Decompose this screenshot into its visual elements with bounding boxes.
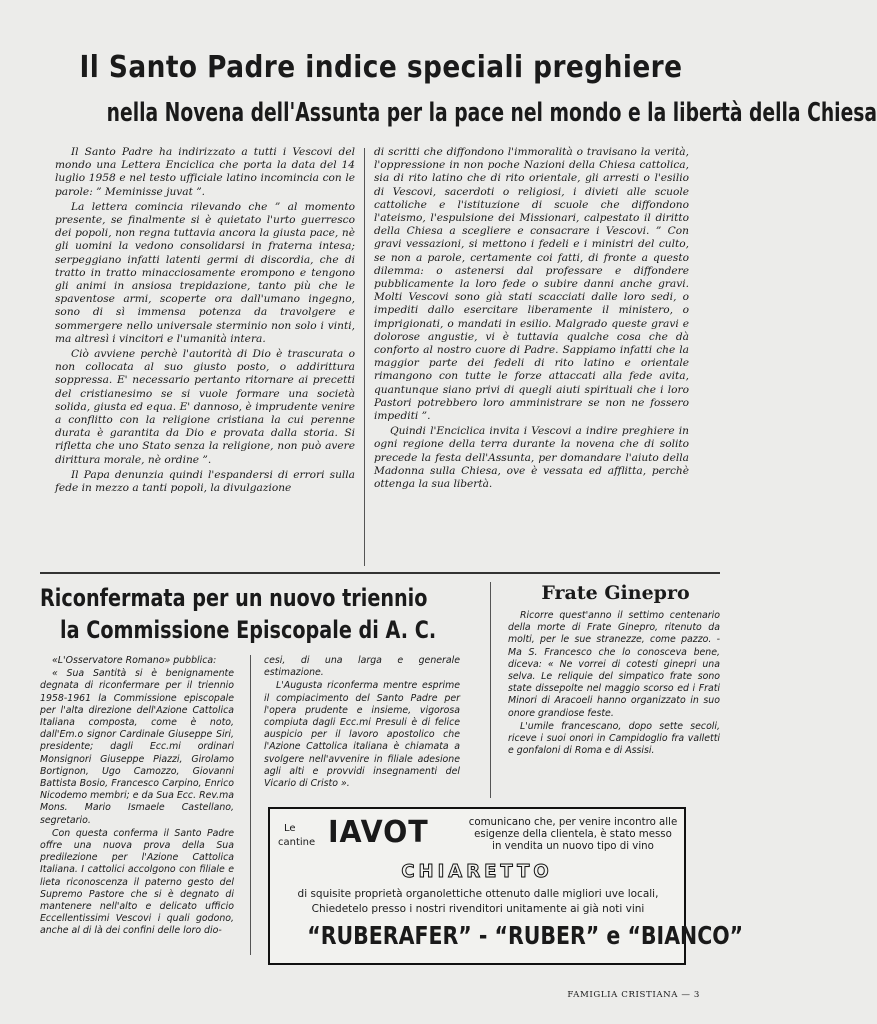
ad-product-name: CHIARETTO	[401, 861, 553, 882]
paragraph: L'Augusta riconferma mentre esprime il compiacimento del Santo Padre per l'opera prudente e insieme, vigorosa compiuta dagli Ecc.mi Presuli è di felice auspicio per il lavoro apostolico che l'Azione Cattolica italiana è chiamata a svolgere nell'avvenire in filiale adesione agli alti e provvidi insegnamenti del Vicario di Cristo ».	[264, 680, 460, 790]
paragraph: di scritti che diffondono l'immoralità o travisano la verità, l'oppressione in non poche Nazioni della Chiesa cattolica, sia di rito latino che di rito orientale, gli arresti o l'esilio di Vescovi, sacerdoti o religiosi, i divieti alle scuole cattoliche e l'istituzione di scuole che diffondono l'ateismo, l'espulsione dei Missionari, calpestato il diritto della Chiesa a scegliere e consacrare i Vescovi. ” Con gravi vessazioni, si mettono i fedeli e i ministri del culto, se non a parole, certamente coi fatti, di fronte a questo dilemma: o astenersi dal professare e diffondere pubblicamente la loro fede o subire danni anche gravi. Molti Vescovi sono già stati scacciati dalle loro sedi, o impediti dallo esercitare liberamente il ministero, o imprigionati, o mandati in esilio. Malgrado queste gravi e dolorose angustie, vi è tuttavia qualche cosa che dà conforto al nostro cuore di Padre. Sappiamo infatti che la maggior parte dei fedeli di rito latino e orientale rimangono con tutte le forze attaccati alla fede avita, quantunque siano privi di quegli aiuti spirituali che i loro Pastori potrebbero loro amministrare se non ne fossero impediti ”.	[374, 146, 689, 423]
article1-left-column	[55, 146, 355, 497]
ad-wine-list: “RUBERAFER” - “RUBER” e “BIANCO”	[307, 921, 744, 950]
column-divider	[364, 148, 365, 566]
wine-advertisement	[268, 807, 744, 965]
article3-headline: Frate Ginepro	[541, 582, 690, 604]
paragraph: Il Papa denunzia quindi l'espandersi di errori sulla fede in mezzo a tanti popoli, la divulgazione	[55, 468, 355, 495]
column-divider	[490, 582, 491, 798]
article2-headline-line2: la Commissione Episcopale di A. C.	[60, 616, 437, 644]
article1-right-column	[374, 146, 689, 493]
paragraph: Con questa conferma il Santo Padre offre una nuova prova della Sua predilezione per l'Azione Cattolica Italiana. I cattolici accolgono con filiale e lieta riconoscenza il paterno gesto del Supremo Pastore che si è degnato di mantenere nell'alto e delicato ufficio Eccellentissimi Vescovi i quali godono, anche al di là dei confini delle loro dio-	[40, 827, 234, 937]
paragraph: «L'Osservatore Romano» pubblica:	[52, 655, 217, 666]
paragraph: La lettera comincia rilevando che ” al momento presente, se finalmente si è quietato l'urto guerresco dei popoli, non regna tuttavia ancora la giusta pace, nè gli uomini la vedono consolidarsi in fraterna intesa; serpeggiano infatti latenti germi di discordia, che di tratto in tratto minacciosamente erompono e tengono gli animi in ansiosa trepidazione, tanto più che le spaventose armi, scoperte ora dall'umano ingegno, sono di sì immensa potenza da travolgere e sommergere nello universale sterminio non solo i vinti, ma altresì i vincitori e l'umanità intera.	[55, 200, 355, 345]
paragraph: cesi, di una larga e generale estimazione.	[264, 655, 460, 679]
article3-column	[508, 610, 720, 758]
ad-description	[276, 887, 680, 917]
ad-announcement: comunicano che, per venire incontro alle esigenze della clientela, è stato messo in vendita un nuovo tipo di vino	[468, 817, 678, 852]
article2-column2	[264, 655, 460, 791]
column-divider	[250, 655, 251, 955]
paragraph: Ciò avviene perchè l'autorità di Dio è trascurata o non collocata al suo giusto posto, o addirittura soppressa. E' necessario pertanto ritornare ai precetti del cristianesimo se si vuole formare una società solida, giusta ed equa. E' dannoso, è imprudente venire a conflitto con la religione cristiana la cui perenne durata è garantita da Dio e provata dalla storia. Si rifletta che uno Stato senza la religione, non può avere dirittura morale, nè ordine ”.	[55, 348, 355, 466]
ad-description-line: di squisite proprietà organolettiche ottenuto dalle migliori uve locali,	[297, 888, 659, 900]
ad-brand: IAVOT	[328, 815, 429, 850]
paragraph: L'umile francescano, dopo sette secoli, riceve i suoi onori in Campidoglio fra valletti e gonfaloni di Roma e di Assisi.	[508, 720, 720, 757]
ad-description-line: Chiedetelo presso i nostri rivenditori unitamente ai già noti vini	[311, 903, 645, 915]
article-headline: Il Santo Padre indice speciali preghiere	[79, 50, 683, 85]
ad-le: Le	[284, 823, 296, 834]
paragraph: Il Santo Padre ha indirizzato a tutti i Vescovi del mondo una Lettera Enciclica che porta la data del 14 luglio 1958 e nel testo ufficiale latino incomincia con le parole: ” Meminisse juvat ”.	[55, 146, 355, 198]
article-subheadline: nella Novena dell'Assunta per la pace nel mondo e la libertà della Chiesa	[106, 98, 877, 128]
paragraph: « Sua Santità si è benignamente degnata di riconfermare per il triennio 1958-1961 la Commissione episcopale per l'alta direzione dell'Azione Cattolica Italiana composta, come è noto, dall'Em.o signor Cardinale Giuseppe Siri, presidente; dagli Ecc.mi ordinari Monsignori Giuseppe Piazzi, Girolamo Bortignon, Ugo Camozzo, Giovanni Battista Bosio, Francesco Carpino, Enrico Nicodemo membri; e da Sua Ecc. Rev.ma Mons. Mario Ismaele Castellano, segretario.	[40, 668, 234, 826]
section-divider	[40, 572, 720, 574]
ad-cantine: cantine	[278, 837, 316, 848]
paragraph: Quindi l'Enciclica invita i Vescovi a indire preghiere in ogni regione della terra durante la novena che di solito precede la festa dell'Assunta, per domandare l'aiuto della Madonna sulla Chiesa, ove è vessata ed afflitta, perchè ottenga la sua libertà.	[374, 425, 689, 491]
article2-column1	[40, 655, 234, 939]
article2-headline-line1: Riconfermata per un nuovo triennio	[40, 584, 428, 612]
paragraph: Ricorre quest'anno il settimo centenario della morte di Frate Ginepro, ritenuto da molti, per le sue stranezze, come pazzo. - Ma S. Francesco che lo conosceva bene, diceva: « Ne vorrei di cotesti ginepri una selva. Le reliquie del simpatico frate sono state dissepolte nel maggio scorso ed i Frati Minori di Aracoeli hanno organizzato in suo onore grandiose feste.	[508, 610, 720, 719]
page-footer: FAMIGLIA CRISTIANA — 3	[567, 990, 700, 1000]
